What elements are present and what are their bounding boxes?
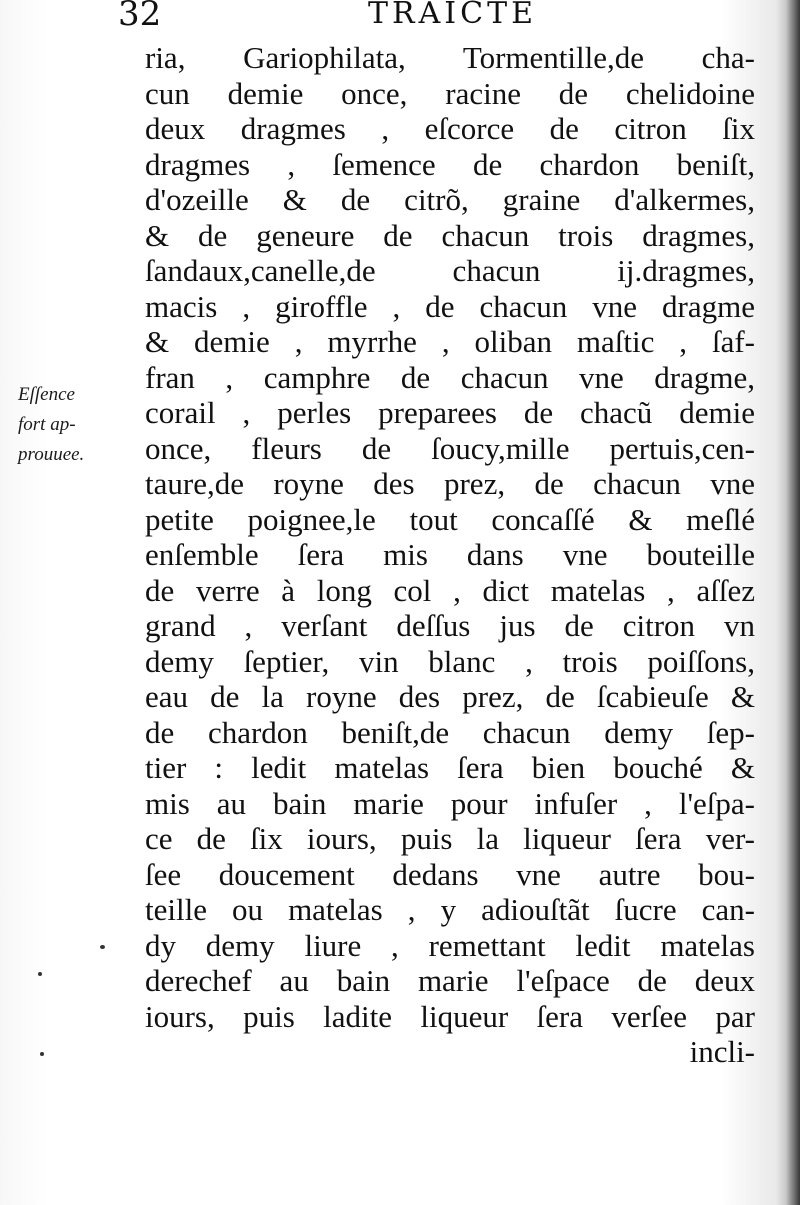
text-line: & demie , myrrhe , oliban maſtic , ſaf- [145, 324, 755, 359]
ink-speck [100, 945, 105, 949]
margin-note-line: prouuee. [18, 444, 85, 465]
margin-note-line: fort ap- [18, 414, 76, 435]
text-line: tier : ledit matelas ſera bien bouché & [145, 750, 755, 785]
text-line: grand , verſant deſſus jus de citron vn [145, 608, 755, 643]
text-line: dy demy liure , remettant ledit matelas [145, 927, 755, 963]
page-edge-shadow [786, 0, 800, 1205]
page-number: 32 [118, 0, 162, 34]
text-line: eau de la royne des prez, de ſcabieuſe & [145, 679, 755, 714]
text-line: ſee doucement dedans vne autre bou- [145, 856, 755, 892]
text-line: ſandaux,canelle,de chacun ij.dragmes, [145, 253, 755, 288]
text-line: de chardon beniſt,de chacun demy ſep- [145, 714, 755, 750]
text-line: teille ou matelas , y adiouſtãt ſucre can- [145, 892, 755, 927]
text-line: d'ozeille & de citrõ, graine d'alkermes, [145, 182, 755, 217]
text-line: & de geneure de chacun trois dragmes, [145, 217, 755, 253]
text-line: ria, Gariophilata, Tormentille,de cha- [145, 40, 755, 75]
text-line: iours, puis ladite liqueur ſera verſee par [145, 998, 755, 1034]
text-line: fran , camphre de chacun vne dragme, [145, 359, 755, 395]
text-line: dragmes , ſemence de chardon beniſt, [145, 146, 755, 182]
text-line: enſemble ſera mis dans vne bouteille [145, 537, 755, 572]
text-line: demy ſeptier, vin blanc , trois poiſſons, [145, 643, 755, 679]
text-line: de verre à long col , dict matelas , aſſez [145, 572, 755, 608]
running-head: TRAICTE [368, 0, 537, 31]
margin-note [18, 380, 138, 470]
text-line: once, fleurs de ſoucy,mille pertuis,cen- [145, 430, 755, 466]
ink-speck [40, 1052, 44, 1056]
ink-speck [38, 972, 42, 976]
text-line: deux dragmes , eſcorce de citron ſix [145, 111, 755, 146]
text-line: derechef au bain marie l'eſpace de deux [145, 963, 755, 998]
margin-note-line: Eſſence [18, 384, 75, 405]
text-line: mis au bain marie pour infuſer , l'eſpa- [145, 785, 755, 821]
text-line: corail , perles preparees de chacũ demie [145, 395, 755, 430]
text-line: petite poignee,le tout concaſſé & meſlé [145, 501, 755, 537]
body-text [145, 40, 755, 1070]
catchword: incli- [689, 1034, 755, 1069]
text-line: ce de ſix iours, puis la liqueur ſera ver- [145, 821, 755, 856]
text-line: taure,de royne des prez, de chacun vne [145, 466, 755, 501]
text-line: macis , giroffle , de chacun vne dragme [145, 288, 755, 324]
text-line: cun demie once, racine de chelidoine [145, 75, 755, 111]
